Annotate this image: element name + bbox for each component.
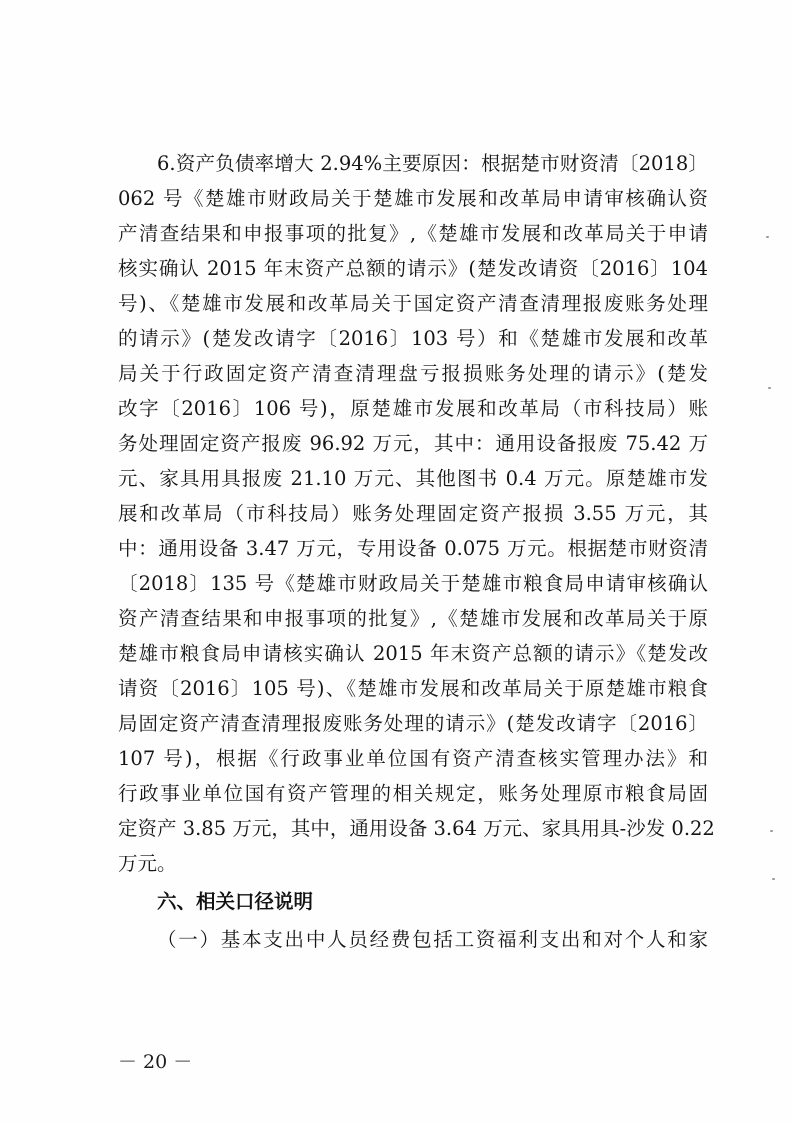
paragraph-line-1: 6.资产负债率增大 2.94%主要原因：根据楚市财资清〔2018〕 [157, 152, 708, 175]
paragraph-line-3: 产清查结果和申报事项的批复》,《楚雄市发展和改革局关于申请 [118, 222, 708, 245]
paragraph-line-5: 号)、《楚雄市发展和改革局关于国定资产清查清理报废账务处理 [118, 292, 708, 315]
paragraph-line-20: 定资产 3.85 万元，其中，通用设备 3.64 万元、家具用具-沙发 0.22 [118, 817, 715, 840]
paragraph-line-14: 资产清查结果和申报事项的批复》,《楚雄市发展和改革局关于原 [118, 607, 708, 630]
scan-speck [766, 236, 769, 238]
scan-speck [772, 878, 775, 880]
paragraph-line-8: 改字〔2016〕106 号)，原楚雄市发展和改革局（市科技局）账 [118, 397, 708, 420]
paragraph-line-12: 中：通用设备 3.47 万元，专用设备 0.075 万元。根据楚市财资清 [118, 537, 708, 560]
paragraph-line-11: 展和改革局（市科技局）账务处理固定资产报损 3.55 万元，其 [118, 502, 708, 525]
paragraph-line-16: 请资〔2016〕105 号)、《楚雄市发展和改革局关于原楚雄市粮食 [118, 677, 708, 700]
paragraph-line-19: 行政事业单位国有资产管理的相关规定，账务处理原市粮食局固 [118, 782, 708, 805]
section-heading: 六、相关口径说明 [157, 890, 314, 913]
paragraph-line-2: 062 号《楚雄市财政局关于楚雄市发展和改革局申请审核确认资 [118, 187, 708, 210]
paragraph-line-7: 局关于行政固定资产清查清理盘亏报损账务处理的请示》(楚发 [118, 362, 708, 385]
paragraph-line-6: 的请示》(楚发改请字〔2016〕103 号）和《楚雄市发展和改革 [118, 327, 708, 350]
paragraph-line-10: 元、家具用具报废 21.10 万元、其他图书 0.4 万元。原楚雄市发 [118, 467, 708, 490]
paragraph-line-15: 楚雄市粮食局申请核实确认 2015 年末资产总额的请示》《楚发改 [118, 642, 708, 665]
scan-speck [770, 830, 773, 832]
paragraph-line-17: 局固定资产清查清理报废账务处理的请示》(楚发改请字〔2016〕 [118, 712, 708, 735]
paragraph-line-4: 核实确认 2015 年末资产总额的请示》(楚发改请资〔2016〕104 [118, 257, 708, 280]
paragraph-line-9: 务处理固定资产报废 96.92 万元，其中：通用设备报废 75.42 万 [118, 432, 708, 455]
paragraph-line-18: 107 号)，根据《行政事业单位国有资产清查核实管理办法》和 [118, 747, 708, 770]
paragraph-line-13: 〔2018〕135 号《楚雄市财政局关于楚雄市粮食局申请审核确认 [118, 572, 708, 595]
paragraph-line-21: 万元。 [118, 852, 177, 875]
next-paragraph-line: （一）基本支出中人员经费包括工资福利支出和对个人和家 [157, 928, 708, 951]
page-number: － 20 － [118, 1051, 193, 1073]
scan-speck [768, 387, 771, 389]
